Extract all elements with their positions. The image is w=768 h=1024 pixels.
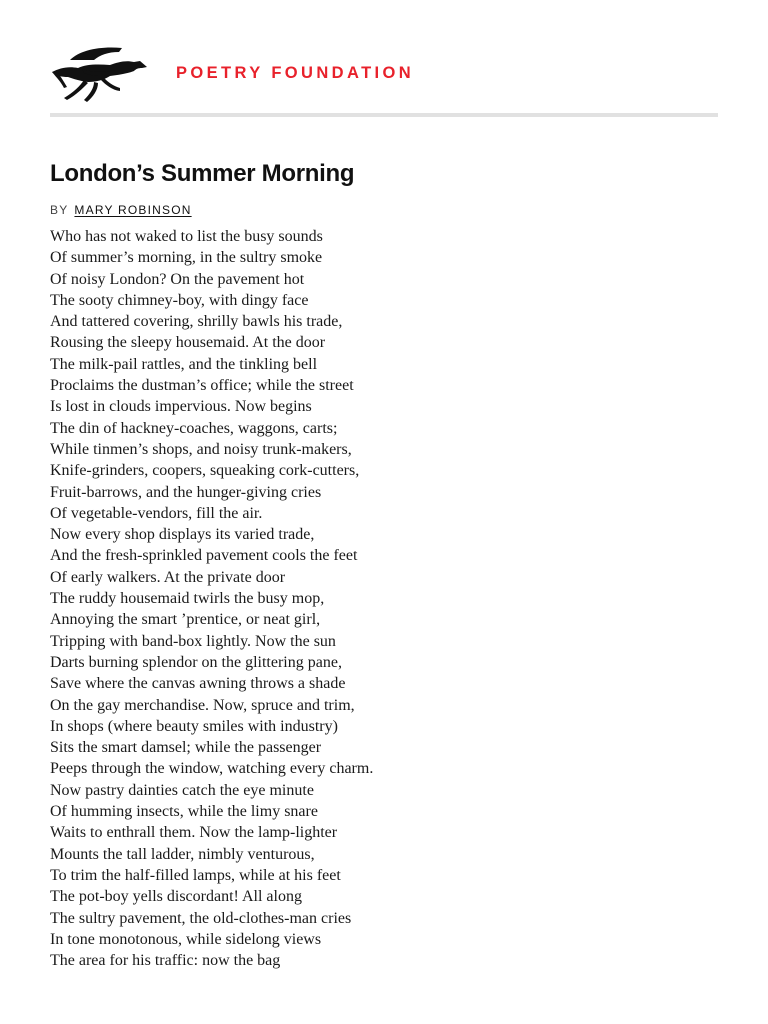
author-link[interactable]: MARY ROBINSON xyxy=(74,203,192,217)
poem-line: The din of hackney-coaches, waggons, carts; xyxy=(50,419,338,437)
poem-line: The sooty chimney-boy, with dingy face xyxy=(50,291,309,309)
poem-line: On the gay merchandise. Now, spruce and trim, xyxy=(50,696,355,714)
poem-line: Rousing the sleepy housemaid. At the door xyxy=(50,334,326,352)
poem-line: Save where the canvas awning throws a shade xyxy=(50,675,346,693)
poem-line: Knife-grinders, coopers, squeaking cork-cutters, xyxy=(50,462,360,480)
poem-line: In shops (where beauty smiles with industry) xyxy=(50,717,338,735)
poem-line: Now every shop displays its varied trade, xyxy=(50,526,315,544)
poem-line: In tone monotonous, while sidelong views xyxy=(50,930,322,948)
poem-line: While tinmen’s shops, and noisy trunk-makers, xyxy=(50,440,352,458)
poem-line: And tattered covering, shrilly bawls his trade, xyxy=(50,313,343,331)
poem-line: The sultry pavement, the old-clothes-man cries xyxy=(50,909,352,927)
poem-line: Is lost in clouds impervious. Now begins xyxy=(50,398,312,416)
poem-line: Of noisy London? On the pavement hot xyxy=(50,270,305,288)
poem-line: And the fresh-sprinkled pavement cools the feet xyxy=(50,547,358,565)
poem-line: Now pastry dainties catch the eye minute xyxy=(50,781,314,799)
poem-line: The ruddy housemaid twirls the busy mop, xyxy=(50,590,325,608)
poem-line: The milk-pail rattles, and the tinkling bell xyxy=(50,355,318,373)
poem-line: Who has not waked to list the busy sounds xyxy=(50,228,323,245)
poem-line: Fruit-barrows, and the hunger-giving cries xyxy=(50,483,322,501)
site-header xyxy=(50,42,718,104)
poem-line: The area for his traffic: now the bag xyxy=(50,952,281,970)
poem-line: Of vegetable-vendors, fill the air. xyxy=(50,504,263,522)
poem-line: Of early walkers. At the private door xyxy=(50,568,286,586)
poem-line: Tripping with band-box lightly. Now the sun xyxy=(50,632,336,650)
pegasus-icon[interactable] xyxy=(50,42,150,104)
byline-prefix: BY xyxy=(50,203,69,217)
poem-line: Of summer’s morning, in the sultry smoke xyxy=(50,249,323,267)
poem-line: Waits to enthrall them. Now the lamp-lighter xyxy=(50,824,338,842)
poem-line: Darts burning splendor on the glittering pane, xyxy=(50,653,342,671)
poem-line: Annoying the smart ’prentice, or neat girl, xyxy=(50,611,321,629)
poem-line: Peeps through the window, watching every charm. xyxy=(50,760,374,778)
poem-body xyxy=(50,226,373,971)
brand-name[interactable]: POETRY FOUNDATION xyxy=(176,64,415,82)
poem-line: Of humming insects, while the limy snare xyxy=(50,803,318,821)
poem-line: Proclaims the dustman’s office; while the street xyxy=(50,377,354,395)
byline xyxy=(50,203,192,217)
header-divider xyxy=(50,113,718,117)
poem-line: The pot-boy yells discordant! All along xyxy=(50,888,302,906)
poem-title: London’s Summer Morning xyxy=(50,160,355,187)
poem-line: Sits the smart damsel; while the passenger xyxy=(50,739,322,757)
poem-line: Mounts the tall ladder, nimbly venturous, xyxy=(50,845,315,863)
poem-line: To trim the half-filled lamps, while at his feet xyxy=(50,866,341,884)
